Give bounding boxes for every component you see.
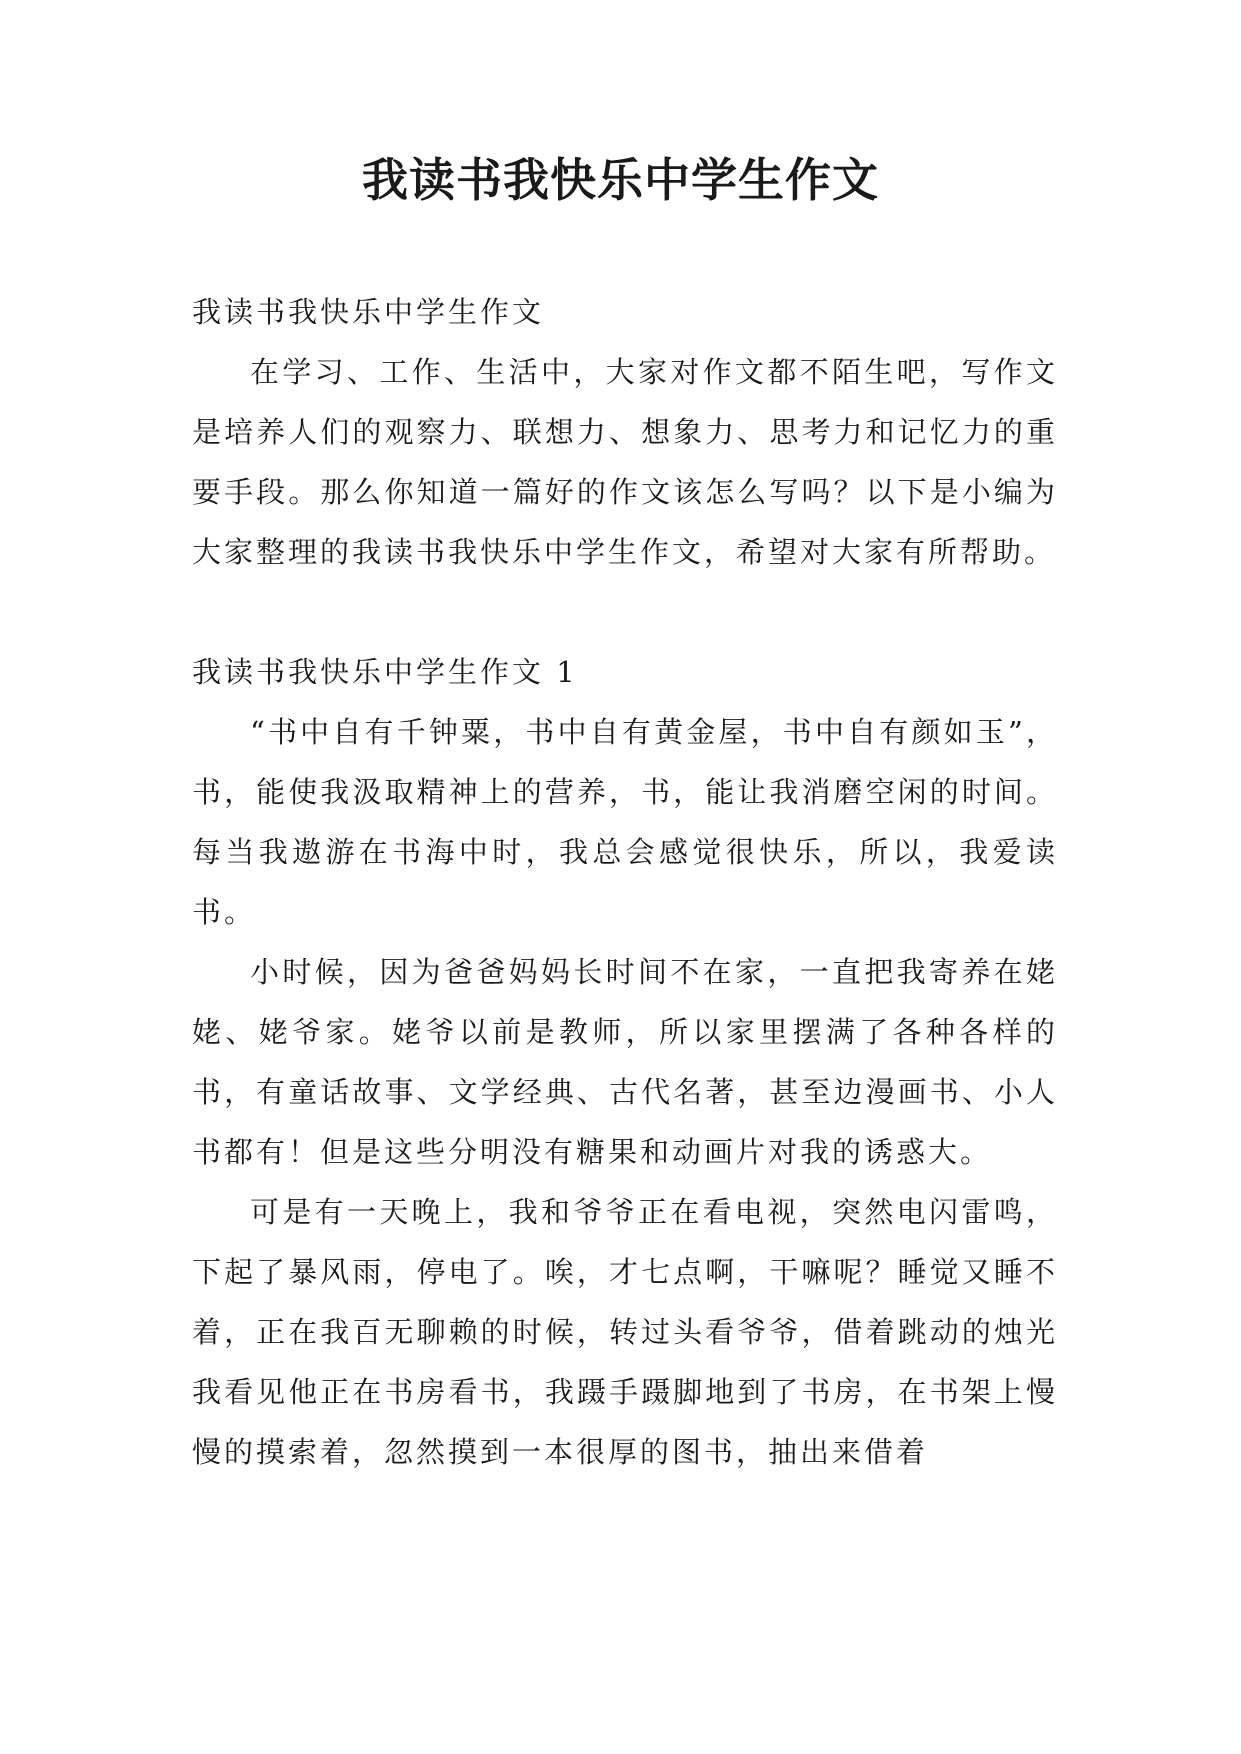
intro-paragraph: 在学习、工作、生活中，大家对作文都不陌生吧，写作文是培养人们的观察力、联想力、想象力、思考力和记忆力的重要手段。那么你知道一篇好的作文该怎么写吗？以下是小编为大家整理的我读书我快乐中学生作文，希望对大家有所帮助。 xyxy=(192,355,1058,569)
paragraph-gap xyxy=(192,582,1058,642)
document-body xyxy=(192,282,1058,1482)
intro-heading: 我读书我快乐中学生作文 xyxy=(192,295,545,329)
body-paragraph-3: 可是有一天晚上，我和爷爷正在看电视，突然电闪雷鸣，下起了暴风雨，停电了。唉，才七点啊，干嘛呢？睡觉又睡不着，正在我百无聊赖的时候，转过头看爷爷，借着跳动的烛光我看见他正在书房看书，我蹑手蹑脚地到了书房，在书架上慢慢的摸索着，忽然摸到一本很厚的图书，抽出来借着 xyxy=(192,1195,1058,1469)
body-paragraph-2: 小时候，因为爸爸妈妈长时间不在家，一直把我寄养在姥姥、姥爷家。姥爷以前是教师，所以家里摆满了各种各样的书，有童话故事、文学经典、古代名著，甚至边漫画书、小人书都有！但是这些分明没有糖果和动画片对我的诱惑大。 xyxy=(192,955,1058,1169)
document-title: 我读书我快乐中学生作文 xyxy=(362,153,879,207)
section-heading: 我读书我快乐中学生作文 1 xyxy=(192,655,578,689)
body-paragraph-1: “书中自有千钟粟，书中自有黄金屋，书中自有颜如玉”，书，能使我汲取精神上的营养，书，能让我消磨空闲的时间。每当我遨游在书海中时，我总会感觉很快乐，所以，我爱读书。 xyxy=(192,715,1058,929)
